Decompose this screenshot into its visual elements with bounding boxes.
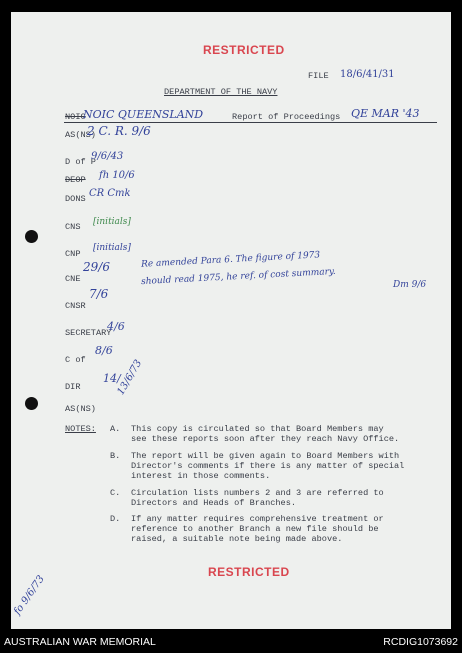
file-number: 18/6/41/31 <box>340 69 395 80</box>
routing-initials: [initials] <box>93 243 131 253</box>
routing-code: CNE <box>65 274 81 284</box>
routing-initials: 2 C. R. 9/6 <box>87 124 151 138</box>
routing-initials: CR Cmk <box>89 188 131 199</box>
department-heading: DEPARTMENT OF THE NAVY <box>164 87 278 97</box>
document-page <box>11 12 451 629</box>
note-text: This copy is circulated so that Board Members may see these reports soon after they reach Navy Office. <box>131 424 400 444</box>
routing-initials: 8/6 <box>95 344 113 357</box>
routing-initials: 7/6 <box>89 287 109 301</box>
punch-hole <box>25 230 38 243</box>
note-text: Circulation lists numbers 2 and 3 are referred to Directors and Heads of Branches. <box>131 488 384 508</box>
restricted-stamp-bottom: RESTRICTED <box>208 565 290 579</box>
routing-code: SECRETARY <box>65 328 112 338</box>
routing-initials: 9/6/43 <box>91 151 124 162</box>
bottom-initials: fo 9/6/73 <box>11 573 47 617</box>
note-text: If any matter requires comprehensive treatment or reference to another Branch a new file should be raised, a suitable note being made above. <box>131 514 384 544</box>
routing-code: DIR <box>65 382 81 392</box>
archive-name: AUSTRALIAN WAR MEMORIAL <box>4 636 156 648</box>
note-letter: D. <box>110 514 121 524</box>
note-letter: B. <box>110 451 121 461</box>
punch-hole <box>25 397 38 410</box>
routing-code: C of <box>65 355 86 365</box>
routing-initials: 14/ <box>103 372 121 385</box>
routing-code: CNS <box>65 222 81 232</box>
file-label: FILE <box>308 71 329 81</box>
routing-initials: fh 10/6 <box>99 170 135 181</box>
margin-note-line-1: Re amended Para 6. The figure of 1973 <box>140 250 321 270</box>
routing-code: AS(NS) <box>65 404 96 414</box>
routing-code: DONS <box>65 194 86 204</box>
routing-code: D of P <box>65 157 96 167</box>
routing-code: AS(NS) <box>65 130 96 140</box>
header-rule <box>64 122 437 123</box>
archive-id: RCDIG1073692 <box>383 636 458 648</box>
note-letter: A. <box>110 424 121 434</box>
margin-note-line-2: should read 1975, he ref. of cost summary. <box>140 266 336 288</box>
margin-note-initials: Dm 9/6 <box>393 280 427 290</box>
routing-code: CNP <box>65 249 81 259</box>
from-handwritten: NOIC QUEENSLAND <box>83 108 204 121</box>
notes-label: NOTES: <box>65 424 96 434</box>
archive-footer <box>0 631 462 653</box>
note-text: The report will be given again to Board Members with Director's comments if there is any matter of special interest in those comments. <box>131 451 405 481</box>
report-label: Report of Proceedings <box>232 112 341 122</box>
routing-code: DEOP <box>65 175 86 185</box>
routing-initials: 4/6 <box>107 320 125 333</box>
note-letter: C. <box>110 488 121 498</box>
report-handwritten: QE MAR '43 <box>351 107 420 120</box>
routing-initials: 13/6/73 <box>115 358 145 397</box>
routing-code: CNSR <box>65 301 86 311</box>
restricted-stamp-top: RESTRICTED <box>203 43 285 57</box>
from-struck: NOIC <box>65 112 86 122</box>
routing-initials: 29/6 <box>83 260 110 274</box>
routing-initials: [initials] <box>93 217 131 227</box>
